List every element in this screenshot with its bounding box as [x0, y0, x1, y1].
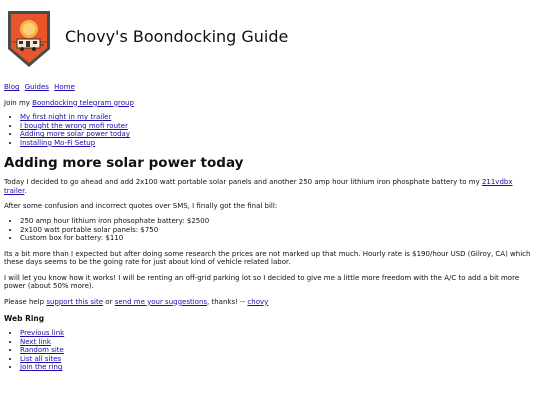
webring-random-link[interactable]: Random site — [20, 346, 64, 355]
list-item — [20, 139, 536, 148]
paragraph-end: . — [24, 186, 27, 195]
site-header — [4, 6, 536, 72]
webring-title: Web Ring — [4, 314, 45, 324]
help-paragraph — [4, 298, 536, 307]
telegram-group-link[interactable]: Boondocking telegram group — [32, 98, 134, 107]
telegram-invite — [4, 99, 536, 108]
nav-guides-link[interactable]: Guides — [24, 83, 49, 91]
article-paragraph: Its a bit more than I expected but after doing some research the prices are not marked up that much. Hourly rate is $190/hour USD (Gilroy, CA) which these days seems to be the going rate for just about kind of vehicle related labor. — [4, 249, 531, 267]
webring-next-link[interactable]: Next link — [20, 337, 51, 346]
article-paragraph: I will let you know how it works! I will be renting an off-grid parking lot so I decided to give me a little more freedom with the A/C to add a bit more power (about 50% more). — [4, 273, 520, 291]
rv-sunset-shield-icon[interactable] — [5, 8, 53, 70]
bill-item: • 2x100 watt portable solar panels: $750 — [20, 226, 536, 235]
help-or: or — [103, 297, 115, 306]
trailer-link[interactable]: 211vdbx trailer — [4, 178, 513, 195]
webring-previous-link[interactable]: Previous link — [20, 329, 65, 338]
recent-posts-list — [4, 113, 536, 147]
post-link[interactable]: I bought the wrong mofi router — [20, 121, 128, 130]
list-item — [20, 122, 536, 131]
suggestions-link[interactable]: send me your suggestions — [114, 297, 208, 306]
help-thanks: , thanks! -- — [207, 297, 248, 306]
post-link[interactable]: My first night in my trailer — [20, 113, 112, 122]
list-item — [20, 130, 536, 139]
webring-list — [4, 329, 536, 372]
article-paragraph: After some confusion and incorrect quotes over SMS, I finally got the final bill: — [4, 202, 278, 211]
post-link[interactable]: Installing Mo-Fi Setup — [20, 138, 96, 147]
author-link[interactable]: chovy — [247, 297, 269, 306]
bill-item: • Custom box for battery: $110 — [20, 234, 536, 243]
nav-blog-link[interactable]: Blog — [4, 83, 20, 91]
site-title: Chovy's Boondocking Guide — [65, 27, 289, 47]
article-title: Adding more solar power today — [4, 155, 244, 172]
nav-home-link[interactable]: Home — [54, 83, 75, 91]
bill-item: • 250 amp hour lithium iron phosophate battery: $2500 — [20, 217, 536, 226]
help-prefix: Please help — [4, 297, 47, 306]
top-nav — [4, 83, 536, 92]
list-item — [20, 363, 536, 372]
list-item — [20, 113, 536, 122]
post-link[interactable]: Adding more solar power today — [20, 130, 130, 139]
list-item — [20, 329, 536, 338]
webring-list-all-link[interactable]: List all sites — [20, 354, 62, 363]
bill-list — [4, 217, 536, 243]
webring-join-link[interactable]: Join the ring — [20, 363, 63, 372]
list-item — [20, 355, 536, 364]
list-item — [20, 346, 536, 355]
support-link[interactable]: support this site — [46, 297, 104, 306]
paragraph-text: Today I decided to go ahead and add 2x100 watt portable solar panels and another 250 amp hour lithium iron phosphate battery to my — [4, 178, 482, 187]
list-item — [20, 338, 536, 347]
article-paragraph — [4, 178, 536, 195]
telegram-prefix: Join my — [4, 98, 33, 107]
